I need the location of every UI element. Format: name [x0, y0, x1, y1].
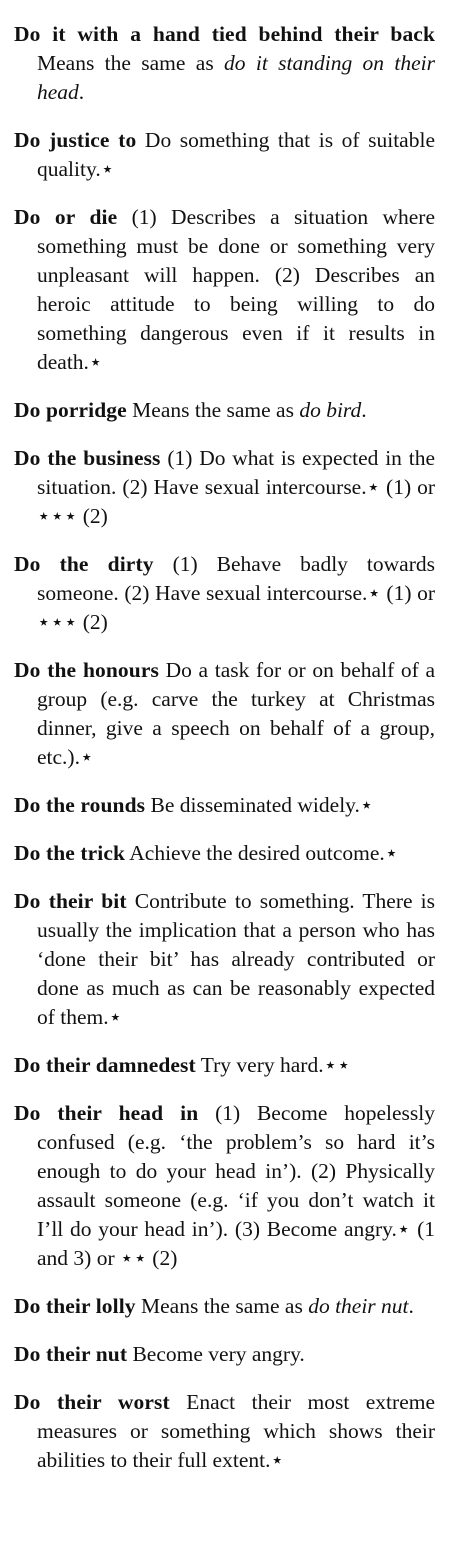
headword: Do or die — [14, 205, 118, 229]
headword: Do their worst — [14, 1390, 170, 1414]
definition: Be disseminated widely.⋆ — [145, 793, 374, 817]
definition: Means the same as — [37, 51, 225, 75]
entry-do-the-business — [14, 444, 435, 531]
definition: Means the same as — [135, 1294, 309, 1318]
headword: Do the trick — [14, 841, 126, 865]
headword: Do the dirty — [14, 552, 154, 576]
entry-do-the-trick — [14, 839, 435, 868]
definition: Do a task for or on behalf of a group (e.g. carve the turkey at Christmas dinner, give a speech on behalf of a group, etc.).⋆ — [37, 658, 436, 769]
headword: Do justice to — [14, 128, 137, 152]
headword: Do the rounds — [14, 793, 146, 817]
definition: (1) Behave badly towards someone. (2) Have sexual intercourse.⋆ (1) or ⋆⋆⋆ (2) — [37, 552, 435, 634]
entry-do-it-with-a-hand-tied — [14, 20, 435, 107]
entry-do-their-head-in — [14, 1099, 435, 1273]
headword: Do the honours — [14, 658, 159, 682]
definition: (1) Do what is expected in the situation. (2) Have sexual intercourse.⋆ (1) or ⋆⋆⋆ (2) — [37, 446, 435, 528]
entry-do-their-damnedest — [14, 1051, 435, 1080]
entry-do-their-lolly — [14, 1292, 435, 1321]
definition-end: . — [361, 398, 367, 422]
entry-do-their-worst — [14, 1388, 435, 1475]
definition: Try very hard.⋆⋆ — [195, 1053, 351, 1077]
definition: Means the same as — [126, 398, 300, 422]
entry-do-their-nut — [14, 1340, 435, 1369]
headword: Do their bit — [14, 889, 127, 913]
headword: Do the business — [14, 446, 161, 470]
headword: Do their nut — [14, 1342, 128, 1366]
definition: (1) Become hopelessly confused (e.g. ‘the problem’s so hard it’s enough to do your head in’). (2) Physically assault someone (e.g. ‘if you don’t watch it I’ll do your head in’). (3) Become angry.⋆ (1 and 3) or ⋆⋆ (2) — [37, 1101, 435, 1270]
headword: Do their damnedest — [14, 1053, 196, 1077]
entry-do-their-bit — [14, 887, 435, 1032]
entry-do-justice-to — [14, 126, 435, 184]
headword: Do their lolly — [14, 1294, 136, 1318]
headword: Do it with a hand tied behind their back — [14, 22, 435, 46]
definition-end: . — [408, 1294, 414, 1318]
headword: Do their head in — [14, 1101, 199, 1125]
definition: Enact their most extreme measures or something which shows their abilities to their full extent.⋆ — [37, 1390, 436, 1472]
definition: (1) Describes a situation where something must be done or something very unpleasant will happen. (2) Describes an heroic attitude to being willing to do something dangerous even if it results in death.⋆ — [37, 205, 435, 374]
entry-do-the-honours — [14, 656, 435, 772]
definition: Achieve the desired outcome.⋆ — [125, 841, 399, 865]
entry-do-or-die — [14, 203, 435, 377]
definition: Do something that is of suitable quality.⋆ — [37, 128, 435, 181]
cross-reference: do it standing on their head — [37, 51, 435, 104]
cross-reference: do bird — [299, 398, 362, 422]
headword: Do porridge — [14, 398, 127, 422]
entry-do-porridge — [14, 396, 435, 425]
definition-end: . — [78, 80, 85, 104]
cross-reference: do their nut — [308, 1294, 409, 1318]
definition: Contribute to something. There is usually the implication that a person who has ‘done their bit’ has already contributed or done as much as can be reasonably expected of them.⋆ — [37, 889, 435, 1029]
definition: Become very angry. — [127, 1342, 305, 1366]
entry-do-the-rounds — [14, 791, 435, 820]
entry-do-the-dirty — [14, 550, 435, 637]
